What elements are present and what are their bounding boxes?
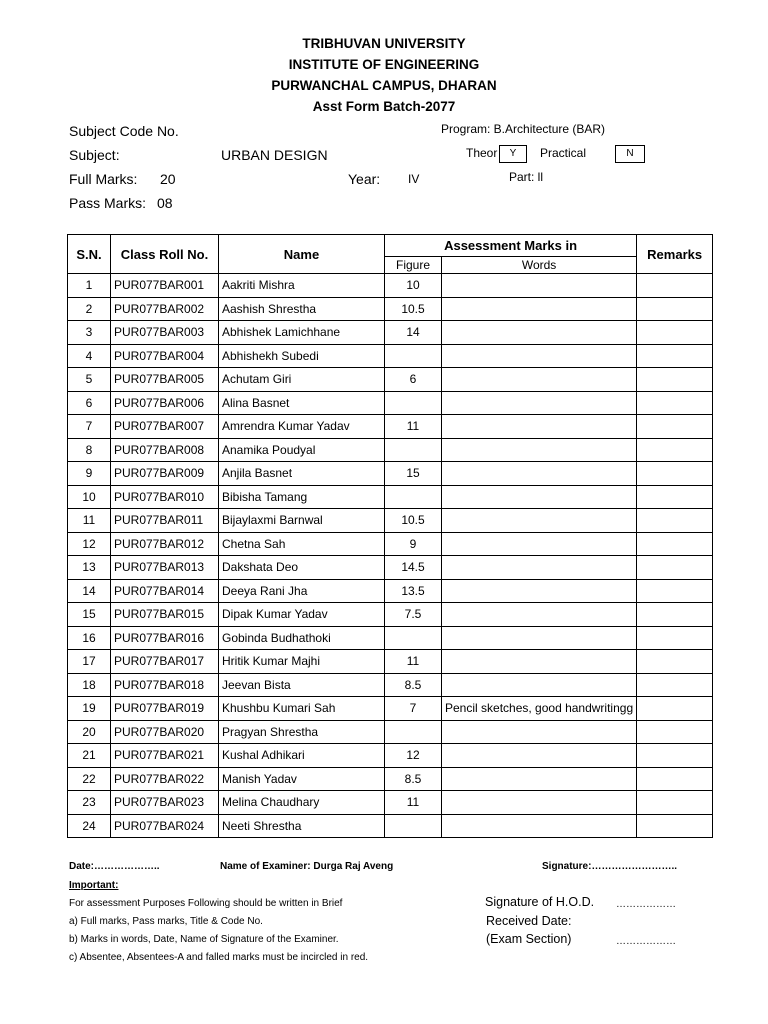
row-name: Bijaylaxmi Barnwal — [219, 509, 385, 533]
row-roll-no: PUR077BAR021 — [111, 744, 219, 768]
row-remarks — [637, 603, 713, 627]
row-remarks — [637, 274, 713, 298]
institute-title: INSTITUTE OF ENGINEERING — [288, 57, 480, 72]
table-row — [68, 415, 713, 439]
row-remarks — [637, 438, 713, 462]
header-words: Words — [442, 256, 637, 273]
row-name: Dakshata Deo — [219, 556, 385, 580]
row-remarks — [637, 673, 713, 697]
row-figure: 10 — [385, 274, 442, 298]
hod-signature-dots: ……………… — [616, 899, 676, 910]
note-b: b) Marks in words, Date, Name of Signature of the Examiner. — [69, 934, 339, 945]
row-words — [442, 767, 637, 791]
row-roll-no: PUR077BAR004 — [111, 344, 219, 368]
header-sn: S.N. — [68, 235, 111, 274]
row-sn: 16 — [68, 626, 111, 650]
row-figure: 13.5 — [385, 579, 442, 603]
row-sn: 13 — [68, 556, 111, 580]
full-marks-label: Full Marks: — [69, 171, 138, 187]
table-row — [68, 532, 713, 556]
row-roll-no: PUR077BAR006 — [111, 391, 219, 415]
row-remarks — [637, 720, 713, 744]
row-roll-no: PUR077BAR002 — [111, 297, 219, 321]
form-title: Asst Form Batch-2077 — [312, 99, 456, 114]
practical-value-box: N — [615, 145, 645, 163]
table-row — [68, 673, 713, 697]
row-sn: 9 — [68, 462, 111, 486]
table-row — [68, 321, 713, 345]
row-roll-no: PUR077BAR018 — [111, 673, 219, 697]
table-row — [68, 650, 713, 674]
row-figure: 14 — [385, 321, 442, 345]
row-roll-no: PUR077BAR017 — [111, 650, 219, 674]
row-figure: 11 — [385, 791, 442, 815]
row-remarks — [637, 791, 713, 815]
row-name: Aakriti Mishra — [219, 274, 385, 298]
row-words — [442, 274, 637, 298]
row-words — [442, 744, 637, 768]
table-row — [68, 509, 713, 533]
row-sn: 12 — [68, 532, 111, 556]
pass-marks-label: Pass Marks: — [69, 195, 147, 211]
row-sn: 22 — [68, 767, 111, 791]
year-value: IV — [408, 172, 420, 186]
row-name: Khushbu Kumari Sah — [219, 697, 385, 721]
header-name: Name — [219, 235, 385, 274]
subject-value: URBAN DESIGN — [221, 147, 328, 163]
row-words — [442, 485, 637, 509]
row-figure: 11 — [385, 650, 442, 674]
part-label: Part: ll — [509, 170, 544, 184]
row-name: Alina Basnet — [219, 391, 385, 415]
row-name: Aashish Shrestha — [219, 297, 385, 321]
table-row — [68, 579, 713, 603]
row-remarks — [637, 391, 713, 415]
row-roll-no: PUR077BAR009 — [111, 462, 219, 486]
subject-code-label: Subject Code No. — [69, 123, 179, 139]
table-row — [68, 603, 713, 627]
year-label: Year: — [348, 171, 381, 187]
theory-value-box: Y — [499, 145, 527, 163]
row-words — [442, 626, 637, 650]
row-sn: 15 — [68, 603, 111, 627]
row-remarks — [637, 509, 713, 533]
row-sn: 3 — [68, 321, 111, 345]
table-row — [68, 485, 713, 509]
row-words — [442, 814, 637, 838]
row-remarks — [637, 579, 713, 603]
table-row — [68, 814, 713, 838]
row-figure: 15 — [385, 462, 442, 486]
row-figure: 8.5 — [385, 767, 442, 791]
row-sn: 14 — [68, 579, 111, 603]
marks-table — [67, 234, 713, 838]
row-words — [442, 344, 637, 368]
header-assessment: Assessment Marks in — [385, 235, 637, 257]
row-name: Anjila Basnet — [219, 462, 385, 486]
row-figure — [385, 438, 442, 462]
row-sn: 7 — [68, 415, 111, 439]
row-words — [442, 462, 637, 486]
row-words — [442, 321, 637, 345]
campus-title: PURWANCHAL CAMPUS, DHARAN — [271, 78, 497, 93]
table-row — [68, 767, 713, 791]
row-figure: 10.5 — [385, 509, 442, 533]
row-name: Bibisha Tamang — [219, 485, 385, 509]
row-roll-no: PUR077BAR013 — [111, 556, 219, 580]
row-remarks — [637, 814, 713, 838]
table-row — [68, 368, 713, 392]
row-name: Abhishek Lamichhane — [219, 321, 385, 345]
table-row — [68, 720, 713, 744]
row-remarks — [637, 462, 713, 486]
row-roll-no: PUR077BAR007 — [111, 415, 219, 439]
row-words — [442, 509, 637, 533]
row-sn: 4 — [68, 344, 111, 368]
row-remarks — [637, 297, 713, 321]
row-name: Manish Yadav — [219, 767, 385, 791]
full-marks-value: 20 — [160, 171, 176, 187]
row-figure — [385, 626, 442, 650]
row-roll-no: PUR077BAR012 — [111, 532, 219, 556]
row-figure — [385, 344, 442, 368]
row-name: Chetna Sah — [219, 532, 385, 556]
note-intro: For assessment Purposes Following should be written in Brief — [69, 898, 343, 909]
row-name: Kushal Adhikari — [219, 744, 385, 768]
pass-marks-value: 08 — [157, 195, 173, 211]
row-name: Pragyan Shrestha — [219, 720, 385, 744]
row-remarks — [637, 344, 713, 368]
row-roll-no: PUR077BAR003 — [111, 321, 219, 345]
practical-label: Practical — [540, 146, 587, 160]
row-roll-no: PUR077BAR019 — [111, 697, 219, 721]
row-figure: 12 — [385, 744, 442, 768]
row-sn: 21 — [68, 744, 111, 768]
row-sn: 24 — [68, 814, 111, 838]
exam-section-label: (Exam Section) — [486, 932, 572, 946]
table-row — [68, 274, 713, 298]
important-heading: Important: — [69, 880, 119, 891]
row-name: Jeevan Bista — [219, 673, 385, 697]
row-name: Gobinda Budhathoki — [219, 626, 385, 650]
row-remarks — [637, 767, 713, 791]
row-name: Anamika Poudyal — [219, 438, 385, 462]
row-roll-no: PUR077BAR022 — [111, 767, 219, 791]
table-row — [68, 297, 713, 321]
row-words — [442, 368, 637, 392]
row-words — [442, 556, 637, 580]
row-roll-no: PUR077BAR020 — [111, 720, 219, 744]
row-figure: 6 — [385, 368, 442, 392]
row-figure: 9 — [385, 532, 442, 556]
row-sn: 6 — [68, 391, 111, 415]
row-remarks — [637, 532, 713, 556]
row-name: Dipak Kumar Yadav — [219, 603, 385, 627]
row-remarks — [637, 368, 713, 392]
row-figure: 10.5 — [385, 297, 442, 321]
row-remarks — [637, 415, 713, 439]
row-words — [442, 720, 637, 744]
row-words — [442, 673, 637, 697]
row-figure: 7.5 — [385, 603, 442, 627]
row-figure: 14.5 — [385, 556, 442, 580]
header-remarks: Remarks — [637, 235, 713, 274]
row-sn: 1 — [68, 274, 111, 298]
table-row — [68, 556, 713, 580]
row-words — [442, 391, 637, 415]
row-roll-no: PUR077BAR023 — [111, 791, 219, 815]
row-name: Deeya Rani Jha — [219, 579, 385, 603]
received-date-label: Received Date: — [486, 914, 572, 928]
row-name: Hritik Kumar Majhi — [219, 650, 385, 674]
table-row — [68, 391, 713, 415]
date-field: Date:……………….. — [69, 861, 160, 872]
row-roll-no: PUR077BAR016 — [111, 626, 219, 650]
row-remarks — [637, 626, 713, 650]
header-roll: Class Roll No. — [111, 235, 219, 274]
row-roll-no: PUR077BAR014 — [111, 579, 219, 603]
row-figure — [385, 814, 442, 838]
row-figure — [385, 485, 442, 509]
theory-label: Theor — [466, 146, 498, 160]
row-words — [442, 791, 637, 815]
table-row — [68, 626, 713, 650]
row-sn: 20 — [68, 720, 111, 744]
hod-signature-label: Signature of H.O.D. — [485, 895, 595, 909]
table-row — [68, 462, 713, 486]
table-row — [68, 438, 713, 462]
row-figure — [385, 391, 442, 415]
row-sn: 11 — [68, 509, 111, 533]
row-words — [442, 438, 637, 462]
row-figure: 8.5 — [385, 673, 442, 697]
row-sn: 19 — [68, 697, 111, 721]
row-name: Amrendra Kumar Yadav — [219, 415, 385, 439]
row-sn: 18 — [68, 673, 111, 697]
row-remarks — [637, 485, 713, 509]
row-sn: 17 — [68, 650, 111, 674]
row-words — [442, 579, 637, 603]
table-row — [68, 791, 713, 815]
row-name: Achutam Giri — [219, 368, 385, 392]
row-words — [442, 297, 637, 321]
row-words — [442, 532, 637, 556]
row-words — [442, 603, 637, 627]
row-roll-no: PUR077BAR008 — [111, 438, 219, 462]
row-figure: 11 — [385, 415, 442, 439]
header-figure: Figure — [385, 256, 442, 273]
row-sn: 5 — [68, 368, 111, 392]
row-remarks — [637, 697, 713, 721]
exam-section-dots: ……………… — [616, 936, 676, 947]
row-roll-no: PUR077BAR011 — [111, 509, 219, 533]
row-sn: 10 — [68, 485, 111, 509]
table-row — [68, 344, 713, 368]
row-remarks — [637, 744, 713, 768]
row-roll-no: PUR077BAR010 — [111, 485, 219, 509]
note-a: a) Full marks, Pass marks, Title & Code No. — [69, 916, 263, 927]
subject-label: Subject: — [69, 147, 120, 163]
row-remarks — [637, 321, 713, 345]
row-sn: 8 — [68, 438, 111, 462]
row-words: Pencil sketches, good handwritingg — [442, 697, 637, 721]
row-remarks — [637, 650, 713, 674]
row-roll-no: PUR077BAR005 — [111, 368, 219, 392]
row-name: Melina Chaudhary — [219, 791, 385, 815]
table-row — [68, 744, 713, 768]
program-label: Program: B.Architecture (BAR) — [441, 122, 606, 136]
row-roll-no: PUR077BAR024 — [111, 814, 219, 838]
row-words — [442, 650, 637, 674]
row-remarks — [637, 556, 713, 580]
examiner-name: Name of Examiner: Durga Raj Aveng — [220, 861, 394, 872]
row-sn: 23 — [68, 791, 111, 815]
row-name: Abhishekh Subedi — [219, 344, 385, 368]
row-name: Neeti Shrestha — [219, 814, 385, 838]
note-c: c) Absentee, Absentees-A and falled marks must be incircled in red. — [69, 952, 369, 963]
table-row — [68, 697, 713, 721]
examiner-signature: Signature:…………………….. — [542, 861, 678, 872]
row-roll-no: PUR077BAR015 — [111, 603, 219, 627]
row-words — [442, 415, 637, 439]
row-roll-no: PUR077BAR001 — [111, 274, 219, 298]
row-figure: 7 — [385, 697, 442, 721]
row-figure — [385, 720, 442, 744]
university-title: TRIBHUVAN UNIVERSITY — [302, 36, 466, 51]
row-sn: 2 — [68, 297, 111, 321]
